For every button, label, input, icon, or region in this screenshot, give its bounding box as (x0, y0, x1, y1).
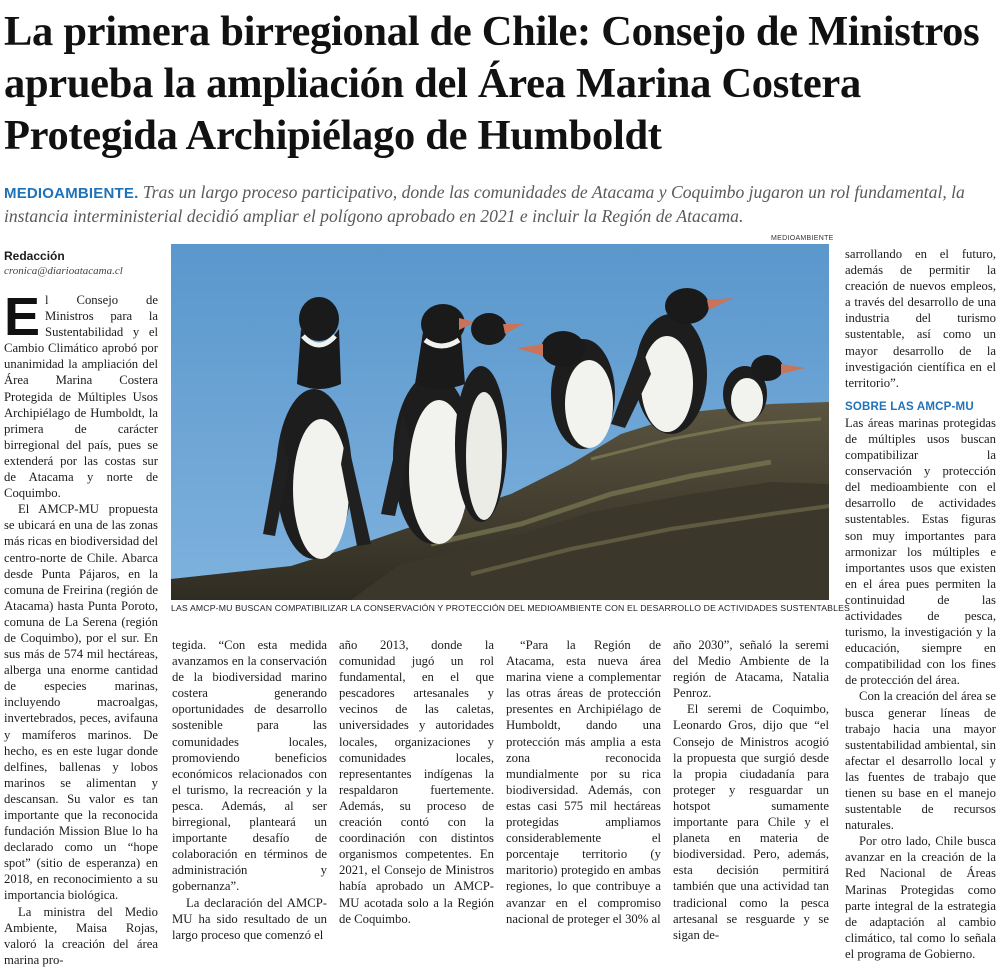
paragraph: El AMCP-MU propuesta se ubicará en una de las zonas más ricas en biodiversidad del centro-norte de Chile. Abarca desde Punta Pájaros, en la comuna de Freirina (región de Atacama) hasta Punta Poroto, comuna de La Serena (región de Coquimbo), por el sur. En sus más de 574 mil hectáreas, alberga una enorme cantidad de especies marinas, incluyendo macroalgas, invertebrados, peces, avifauna y mamíferos marinos. De hecho, es en este lugar donde delfines, ballenas y lobos marinos se alimentan y descansan. Su valor es tan importante que la reconocida fundación Mission Blue lo ha declarado como un “hope spot” (sitio de esperanza) en 2018, en reconocimiento a su importancia biológica. (4, 502, 158, 903)
photo-caption: LAS AMCP-MU BUSCAN COMPATIBILIZAR LA CONSERVACIÓN Y PROTECCIÓN DEL MEDIOAMBIENTE CON EL DESARROLLO DE ACTIVIDADES SUSTENTABLES (171, 603, 850, 613)
paragraph: Por otro lado, Chile busca avanzar en la creación de la Red Nacional de Áreas Marinas Protegidas como parte integral de la estrategia de adaptación al cambio climático, tal como lo señala el programa de Gobierno. (845, 834, 996, 961)
article-column-6 (845, 246, 996, 962)
paragraph: año 2030”, señaló la seremi del Medio Ambiente de la región de Atacama, Natalia Penroz. (673, 638, 829, 701)
article-column-5 (673, 637, 829, 943)
lede (4, 181, 996, 228)
paragraph: Las áreas marinas protegidas de múltiples usos buscan compatibilizar la conservación y protección del medioambiente con el desarrollo de actividades sustentables. Estas figuras son muy importantes para armonizar los múltiples e importantes usos que existen en el área pues permiten la continuidad de las actividades de pesca, turismo, la investigación y la educación, siempre en compatibilidad con los fines de protección del área. (845, 415, 996, 688)
lede-text: Tras un largo proceso participativo, donde las comunidades de Atacama y Coquimbo jugaron un rol fundamental, la instancia interministerial decidió ampliar el polígono aprobado en 2021 e incluir la Región de Atacama. (4, 182, 965, 226)
article-column-1 (4, 248, 158, 968)
dropcap: E (4, 287, 41, 347)
byline-email: cronica@diarioatacama.cl (4, 265, 123, 277)
article-column-2 (172, 637, 327, 943)
paragraph: La ministra del Medio Ambiente, Maisa Rojas, valoró la creación del área marina pro- (4, 904, 158, 967)
paragraph: La declaración del AMCP-MU ha sido resultado de un largo proceso que comenzó el (172, 895, 327, 942)
article-column-4 (506, 637, 661, 927)
paragraph: El seremi de Coquimbo, Leonardo Gros, dijo que “el Consejo de Ministros acogió la propuesta que surgió desde la propia ciudadanía para proteger y resguardar un hotspot sumamente importante para Chile y el planeta en materia de biodiversidad. Pero, además, esta decisión permitirá también que una actividad tan tradicional como la pesca artesanal se resguarde y se sigan de- (673, 702, 829, 942)
paragraph: año 2013, donde la comunidad jugó un rol fundamental, en el que pescadores artesanales y vecinos de las caletas, universidades y autoridades locales, organizaciones y comunidades locales, representantes indígenas la respaldaron fuertemente. Además, su proceso de creación contó con la coordinación con distintos organismos competentes. En 2021, el Consejo de Ministros había aprobado un AMCP-MU acotada solo a la Región de Coquimbo. (339, 638, 494, 926)
paragraph: sarrollando en el futuro, además de permitir la creación de nuevos empleos, a través del desarrollo de una industria del turismo sustentable, así como un mayor desarrollo de la investigación científica en el territorio”. (845, 247, 996, 390)
article-column-3 (339, 637, 494, 927)
paragraph: El Consejo de Ministros para la Sustentabilidad y el Cambio Climático aprobó por unanimidad la ampliación del Área Marina Costera Protegida de Múltiples Usos Archipiélago de Humboldt, la primera de carácter birregional del país, pues se extenderá por las costas sur de Atacama y norte de Coquimbo. (4, 287, 158, 501)
byline-name: Redacción (4, 249, 65, 263)
paragraph: “Para la Región de Atacama, esta nueva área marina viene a complementar las otras áreas de protección presentes en Archipiélago de Humboldt, dando una protección más amplia a esta zona reconocida mundialmente por su rica biodiversidad. Además, con estas casi 575 mil hectáreas protegidas ampliamos considerablemente el porcentaje territorio (y maritorio) protegido en ambas regiones, lo que contribuye a avanzar en el compromiso nacional de proteger el 30% al (506, 638, 661, 926)
subhead: SOBRE LAS AMCP-MU (845, 400, 974, 413)
headline: La primera birregional de Chile: Consejo de Ministros aprueba la ampliación del Área Marina Costera Protegida Archipiélago de Humboldt (4, 8, 980, 159)
photo-credit: MEDIOAMBIENTE (771, 235, 834, 242)
penguins-illustration (171, 244, 829, 600)
paragraph: tegida. “Con esta medida avanzamos en la conservación de la biodiversidad marino costera generando oportunidades de desarrollo sostenible para las comunidades locales, promoviendo beneficios económicos relacionados con el turismo, la recreación y la pesca. Además, al ser birregional, planteará un importante desafío de colaboración en términos de administración y gobernanza”. (172, 638, 327, 894)
penguins-photo (171, 244, 829, 600)
paragraph: Con la creación del área se busca generar líneas de trabajo hacia una mayor sustentabilidad ambiental, sin afectar el desarrollo local y las fuentes de trabajo que tienen su base en el manejo sustentable de recursos naturales. (845, 689, 996, 833)
section-label: MEDIOAMBIENTE. (4, 185, 139, 202)
